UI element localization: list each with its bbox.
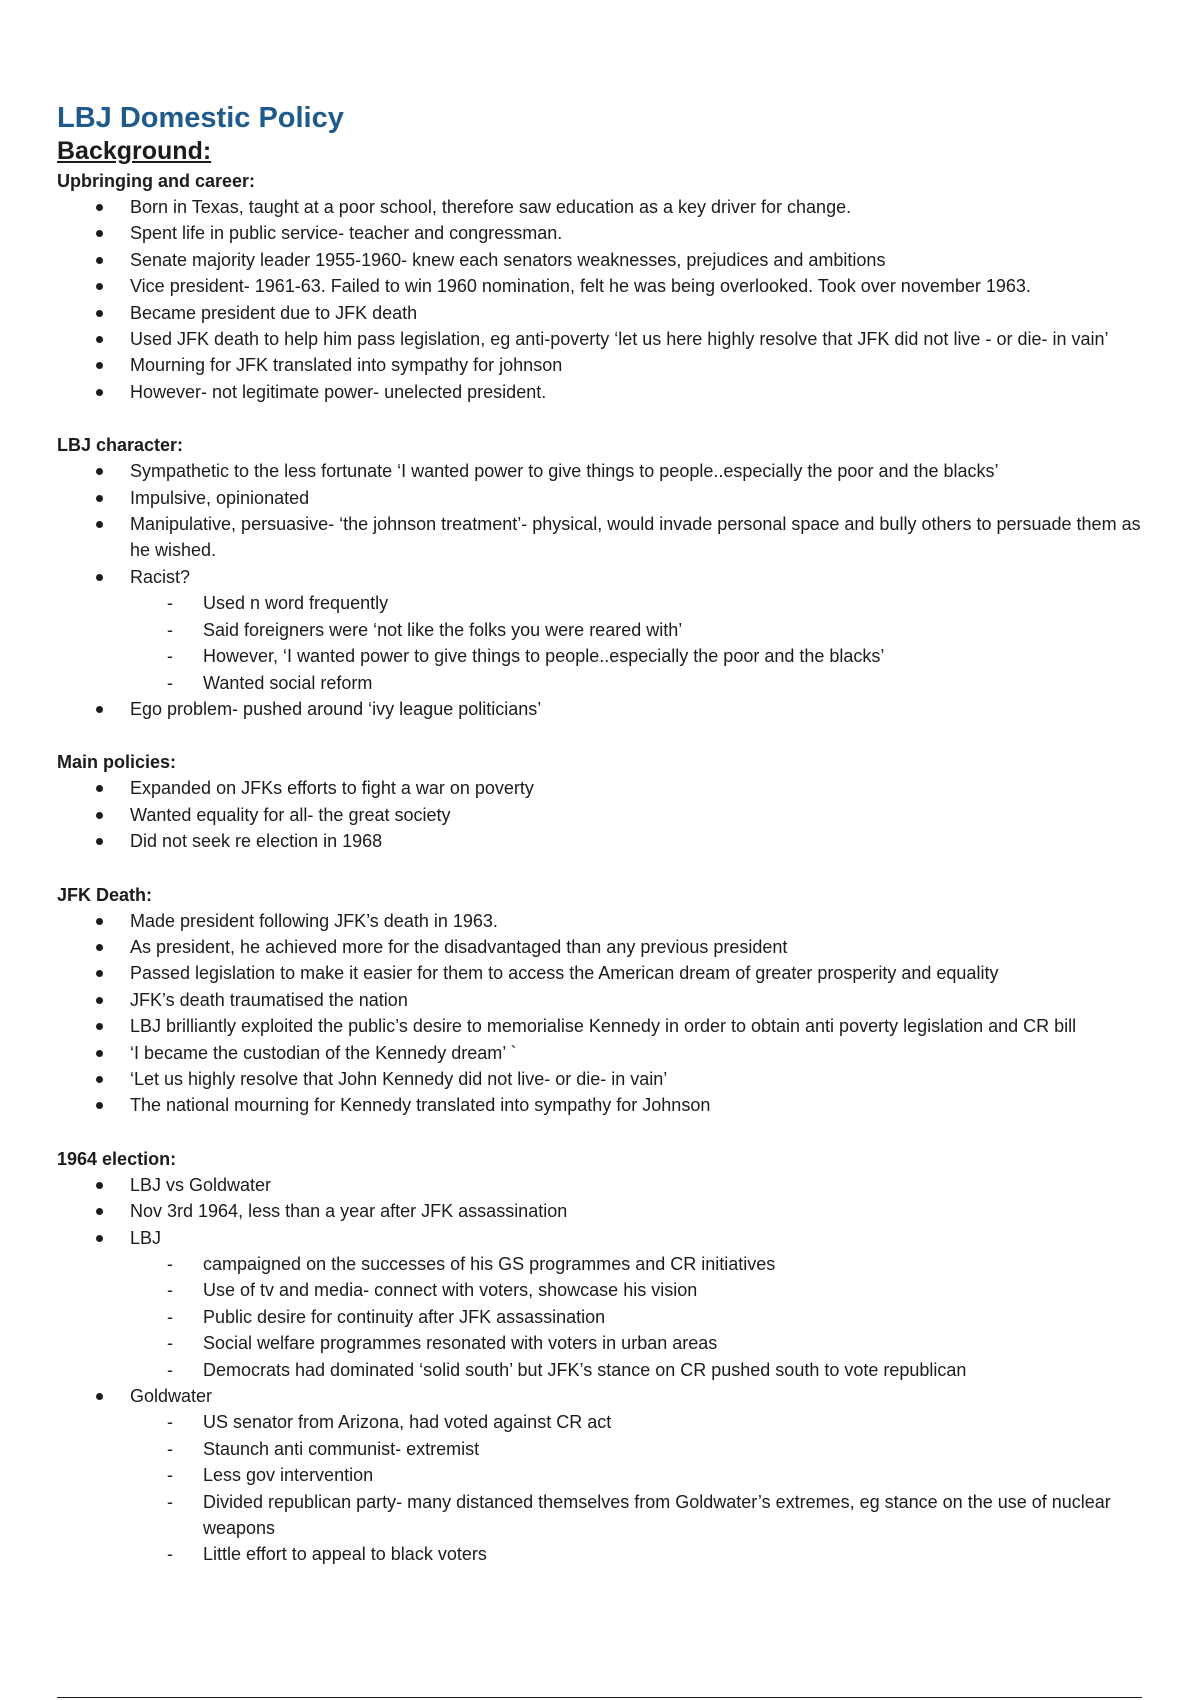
bullet-icon: [96, 310, 103, 317]
bullet-text: Impulsive, opinionated: [130, 487, 310, 508]
sub-item: [57, 1304, 1147, 1330]
bullet-text: Racist?: [130, 566, 191, 587]
sub-item-text: US senator from Arizona, had voted against CR act: [203, 1412, 612, 1433]
bullet-item: [57, 987, 1147, 1013]
bullet-icon: [96, 362, 103, 369]
sections-container: [57, 168, 1147, 1568]
page-subtitle: Background:: [57, 137, 212, 165]
dash-icon: -: [167, 1306, 173, 1327]
bullet-text: Goldwater: [130, 1386, 213, 1407]
sub-item-text: However, ‘I wanted power to give things to people..especially the poor and the blacks’: [203, 646, 885, 667]
bullet-item: [57, 247, 1147, 273]
section-heading: Upbringing and career:: [57, 171, 256, 191]
document-page: [57, 100, 1147, 1595]
sub-item-text: Staunch anti communist- extremist: [203, 1438, 480, 1459]
bullet-text: Used JFK death to help him pass legislation, eg anti-poverty ‘let us here highly resolve that JFK did not live - or die- in vain’: [130, 329, 1109, 350]
bullet-text: Manipulative, persuasive- ‘the johnson treatment’- physical, would invade personal space and bully others to persuade them as he wished.: [130, 514, 1141, 561]
sub-item: [57, 1277, 1147, 1303]
bullet-text: Wanted equality for all- the great society: [130, 804, 451, 825]
bullet-icon: [96, 1023, 103, 1030]
dash-icon: -: [167, 619, 173, 640]
dash-icon: -: [167, 646, 173, 667]
sub-item: [57, 670, 1147, 696]
bullet-text: Expanded on JFKs efforts to fight a war on poverty: [130, 778, 534, 799]
sub-item: [57, 590, 1147, 616]
bullet-text: Mourning for JFK translated into sympathy for johnson: [130, 355, 563, 376]
section: [57, 1146, 1147, 1568]
section: [57, 432, 1147, 722]
bullet-icon: [96, 1050, 103, 1057]
sub-item: [57, 1357, 1147, 1383]
bullet-item: [57, 485, 1147, 511]
bullet-icon: [96, 1182, 103, 1189]
bullet-text: ‘Let us highly resolve that John Kennedy did not live- or die- in vain’: [130, 1068, 668, 1089]
bullet-item: [57, 908, 1147, 934]
bullet-item: [57, 1013, 1147, 1039]
dash-icon: -: [167, 1333, 173, 1354]
footer-divider: [57, 1697, 1142, 1698]
bullet-icon: [96, 944, 103, 951]
bullet-icon: [96, 1102, 103, 1109]
bullet-text: Did not seek re election in 1968: [130, 831, 383, 852]
bullet-icon: [96, 812, 103, 819]
bullet-icon: [96, 204, 103, 211]
bullet-icon: [96, 1208, 103, 1215]
sub-item: [57, 1436, 1147, 1462]
bullet-item: [57, 1225, 1147, 1383]
bullet-icon: [96, 785, 103, 792]
sub-item-text: campaigned on the successes of his GS programmes and CR initiatives: [203, 1254, 776, 1274]
bullet-icon: [96, 468, 103, 475]
bullet-icon: [96, 1076, 103, 1083]
bullet-icon: [96, 574, 103, 581]
bullet-icon: [96, 389, 103, 396]
bullet-item: [57, 934, 1147, 960]
sub-item: [57, 1409, 1147, 1435]
bullet-item: [57, 1198, 1147, 1224]
bullet-icon: [96, 283, 103, 290]
sub-item: [57, 1489, 1147, 1542]
bullet-item: [57, 1066, 1147, 1092]
bullet-list: [57, 908, 1147, 1119]
bullet-icon: [96, 1393, 103, 1400]
dash-icon: -: [167, 1465, 173, 1486]
bullet-icon: [96, 336, 103, 343]
dash-icon: -: [167, 1412, 173, 1433]
section: [57, 882, 1147, 1119]
bullet-item: [57, 194, 1147, 220]
bullet-text: Ego problem- pushed around ‘ivy league politicians’: [130, 698, 542, 719]
section: [57, 749, 1147, 854]
sub-list: [130, 1251, 1147, 1383]
bullet-icon: [96, 521, 103, 528]
bullet-text: Vice president- 1961-63. Failed to win 1960 nomination, felt he was being overlooked. Took over november 1963.: [130, 276, 1031, 297]
bullet-item: [57, 1040, 1147, 1066]
dash-icon: -: [167, 1254, 173, 1274]
dash-icon: -: [167, 593, 173, 614]
section: [57, 168, 1147, 405]
bullet-item: [57, 828, 1147, 854]
bullet-item: [57, 564, 1147, 696]
bullet-icon: [96, 997, 103, 1004]
sub-item-text: Divided republican party- many distanced themselves from Goldwater’s extremes, eg stance on the use of nuclear weapons: [203, 1491, 1111, 1539]
bullet-item: [57, 352, 1147, 378]
bullet-item: [57, 379, 1147, 405]
bullet-text: JFK’s death traumatised the nation: [130, 989, 408, 1010]
bullet-icon: [96, 838, 103, 845]
bullet-text: Born in Texas, taught at a poor school, therefore saw education as a key driver for change.: [130, 197, 852, 217]
bullet-text: Passed legislation to make it easier for them to access the American dream of greater prosperity and equality: [130, 963, 999, 984]
sub-list: [130, 1409, 1147, 1567]
bullet-item: [57, 511, 1147, 564]
sub-list: [130, 590, 1147, 696]
bullet-item: [57, 775, 1147, 801]
sub-item: [57, 1462, 1147, 1488]
bullet-text: Spent life in public service- teacher and congressman.: [130, 223, 563, 244]
sub-item-text: Social welfare programmes resonated with voters in urban areas: [203, 1333, 718, 1354]
bullet-icon: [96, 495, 103, 502]
bullet-icon: [96, 257, 103, 264]
sub-item-text: Public desire for continuity after JFK assassination: [203, 1306, 606, 1327]
bullet-text: Nov 3rd 1964, less than a year after JFK assassination: [130, 1201, 568, 1222]
bullet-list: [57, 775, 1147, 854]
section-heading: Main policies:: [57, 752, 177, 773]
bullet-icon: [96, 970, 103, 977]
sub-item: [57, 1251, 1147, 1277]
sub-item-text: Used n word frequently: [203, 593, 389, 614]
bullet-list: [57, 194, 1147, 405]
sub-item-text: Use of tv and media- connect with voters, showcase his vision: [203, 1280, 698, 1301]
bullet-item: [57, 1172, 1147, 1198]
bullet-icon: [96, 1235, 103, 1242]
bullet-item: [57, 696, 1147, 722]
sub-item: [57, 1541, 1147, 1567]
bullet-item: [57, 960, 1147, 986]
page-title: LBJ Domestic Policy: [57, 102, 344, 134]
bullet-text: Became president due to JFK death: [130, 302, 418, 323]
sub-item: [57, 1330, 1147, 1356]
bullet-list: [57, 458, 1147, 722]
sub-item: [57, 617, 1147, 643]
bullet-item: [57, 300, 1147, 326]
section-heading: JFK Death:: [57, 884, 153, 905]
bullet-item: [57, 273, 1147, 299]
bullet-item: [57, 1383, 1147, 1568]
bullet-text: Senate majority leader 1955-1960- knew each senators weaknesses, prejudices and ambitions: [130, 249, 886, 270]
sub-item: [57, 643, 1147, 669]
sub-item-text: Wanted social reform: [203, 672, 373, 693]
bullet-item: [57, 220, 1147, 246]
sub-item-text: Less gov intervention: [203, 1465, 374, 1486]
section-heading: 1964 election:: [57, 1148, 177, 1169]
bullet-icon: [96, 230, 103, 237]
bullet-text: However- not legitimate power- unelected president.: [130, 381, 547, 402]
sub-item-text: Little effort to appeal to black voters: [203, 1544, 487, 1565]
bullet-item: [57, 458, 1147, 484]
bullet-item: [57, 326, 1147, 352]
bullet-text: ‘I became the custodian of the Kennedy dream’ `: [130, 1042, 517, 1063]
bullet-text: Made president following JFK’s death in 1963.: [130, 910, 498, 931]
dash-icon: -: [167, 1359, 173, 1380]
bullet-text: As president, he achieved more for the disadvantaged than any previous president: [130, 936, 788, 957]
bullet-text: The national mourning for Kennedy translated into sympathy for Johnson: [130, 1095, 711, 1116]
bullet-text: LBJ: [130, 1227, 162, 1248]
bullet-text: LBJ vs Goldwater: [130, 1174, 272, 1195]
dash-icon: -: [167, 672, 173, 693]
bullet-icon: [96, 706, 103, 713]
bullet-text: Sympathetic to the less fortunate ‘I wanted power to give things to people..especially the poor and the blacks’: [130, 461, 999, 482]
dash-icon: -: [167, 1491, 173, 1512]
dash-icon: -: [167, 1544, 173, 1565]
sub-item-text: Said foreigners were ‘not like the folks you were reared with’: [203, 619, 683, 640]
dash-icon: -: [167, 1280, 173, 1301]
sub-item-text: Democrats had dominated ‘solid south’ but JFK’s stance on CR pushed south to vote republican: [203, 1359, 967, 1380]
bullet-text: LBJ brilliantly exploited the public’s desire to memorialise Kennedy in order to obtain anti poverty legislation and CR bill: [130, 1016, 1077, 1037]
bullet-item: [57, 802, 1147, 828]
dash-icon: -: [167, 1438, 173, 1459]
bullet-list: [57, 1172, 1147, 1568]
bullet-item: [57, 1092, 1147, 1118]
bullet-icon: [96, 918, 103, 925]
section-heading: LBJ character:: [57, 435, 184, 456]
